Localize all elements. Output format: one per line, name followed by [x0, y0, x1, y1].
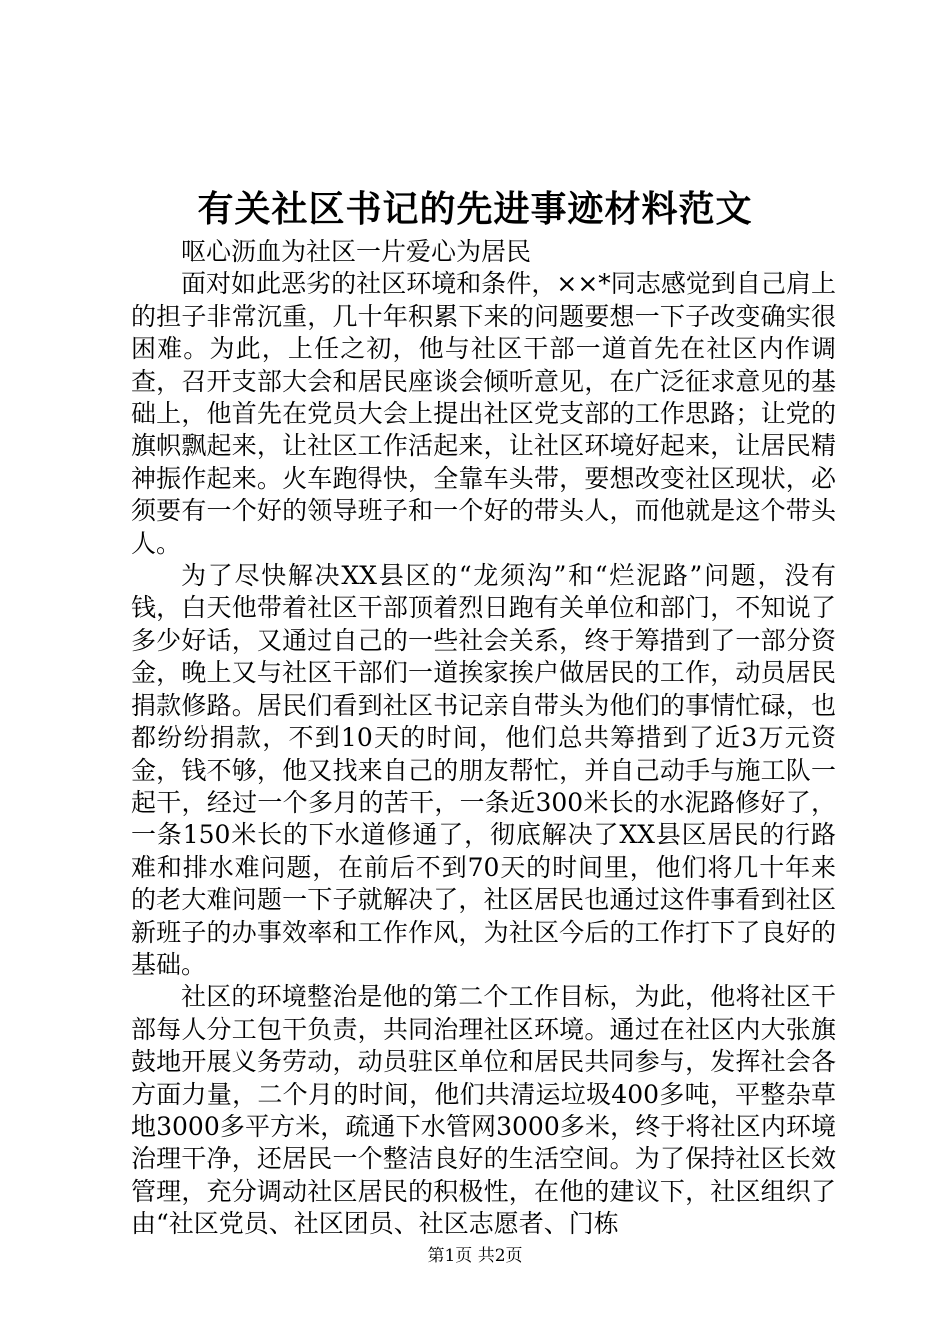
document-title: 有关社区书记的先进事迹材料范文: [197, 188, 753, 230]
paragraph-1: 面对如此恶劣的社区环境和条件，××*同志感觉到自己肩上的担子非常沉重，几十年积累下来的问题要想一下子改变确实很困难。为此，上任之初，他与社区干部一道首先在社区内作调查，召开支部大会和居民座谈会倾听意见，在广泛征求意见的基础上，他首先在党员大会上提出社区党支部的工作思路；让党的旗帜飘起来，让社区工作活起来，让社区环境好起来，让居民精神振作起来。火车跑得快，全靠车头带，要想改变社区现状，必须要有一个好的领导班子和一个好的带头人，而他就是这个带头人。: [131, 269, 836, 558]
page-number: 第1页 共2页: [427, 1246, 523, 1266]
document-body: [131, 236, 836, 1241]
document-subtitle: 呕心沥血为社区一片爱心为居民: [181, 237, 532, 266]
paragraph-2: 为了尽快解决XX县区的“龙须沟”和“烂泥路”问题，没有钱，白天他带着社区干部顶着烈日跑有关单位和部门，不知说了多少好话，又通过自己的一些社会关系，终于筹措到了一部分资金，晚上又与社区干部们一道挨家挨户做居民的工作，动员居民捐款修路。居民们看到社区书记亲自带头为他们的事情忙碌，也都纷纷捐款，不到10天的时间，他们总共筹措到了近3万元资金，钱不够，他又找来自己的朋友帮忙，并自己动手与施工队一起干，经过一个多月的苦干，一条近300米长的水泥路修好了，一条150米长的下水道修通了，彻底解决了XX县区居民的行路难和排水难问题，在前后不到70天的时间里，他们将几十年来的老大难问题一下子就解决了，社区居民也通过这件事看到社区新班子的办事效率和工作作风，为社区今后的工作打下了良好的基础。: [131, 561, 836, 979]
paragraph-3: 社区的环境整治是他的第二个工作目标，为此，他将社区干部每人分工包干负责，共同治理社区环境。通过在社区内大张旗鼓地开展义务劳动，动员驻区单位和居民共同参与，发挥社会各方面力量，二个月的时间，他们共清运垃圾400多吨，平整杂草地3000多平方米，疏通下水管网3000多米，终于将社区内环境治理干净，还居民一个整洁良好的生活空间。为了保持社区长效管理，充分调动社区居民的积极性，在他的建议下，社区组织了由“社区党员、社区团员、社区志愿者、门栋: [131, 982, 836, 1239]
